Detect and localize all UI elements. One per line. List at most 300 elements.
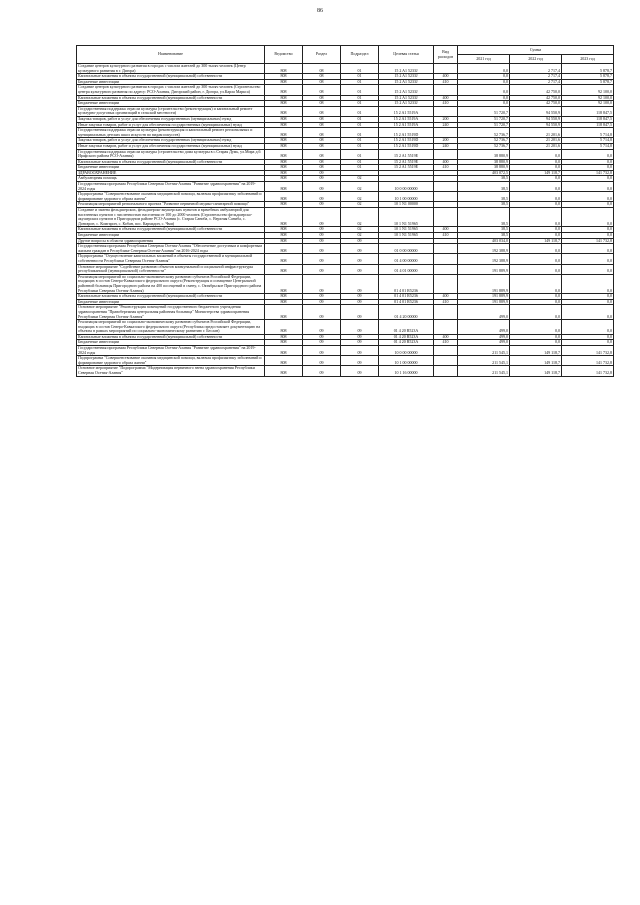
table-row <box>77 305 614 320</box>
row-name-cell: Иные закупки товаров, работ и услуг для обеспечения государственных (муниципальных) нужд <box>77 143 265 149</box>
row-podrazdel-cell: 09 <box>341 294 379 300</box>
page-number: 86 <box>317 8 323 14</box>
row-2022-cell: 0,0 <box>510 340 562 346</box>
row-razdel-cell: 08 <box>303 85 341 95</box>
row-cs-cell: 01 4 20 R523A <box>379 334 434 340</box>
row-razdel-cell: 08 <box>303 116 341 122</box>
row-name-cell: Бюджетные инвестиции <box>77 340 265 346</box>
row-ved-cell: 808 <box>265 233 303 239</box>
row-2023-cell: 92 100,0 <box>562 95 614 101</box>
row-ved-cell: 808 <box>265 182 303 192</box>
row-vr-cell <box>434 208 458 227</box>
row-2022-cell: 0,0 <box>510 165 562 171</box>
row-2023-cell: 0,0 <box>562 192 614 202</box>
row-ved-cell: 808 <box>265 366 303 376</box>
row-ved-cell: 808 <box>265 64 303 74</box>
row-2021-cell: 499,0 <box>458 305 510 320</box>
row-2023-cell: 0,0 <box>562 320 614 335</box>
row-2021-cell: 38,5 <box>458 202 510 208</box>
row-2022-cell: 0,0 <box>510 305 562 320</box>
row-2021-cell: 191 889,9 <box>458 299 510 305</box>
row-vr-cell: 410 <box>434 165 458 171</box>
row-name-cell: Реализация мероприятий по социально-экономическому развитию субъектов Российской Федерации, входящих в состав Северо-Кавказского федерального округа (Реконструкция и оснащение Центральной районной больницы Пригородного района на 400 посещений в смену, с. Октябрьское Пригородного района Республики Северная Осетия-Алания) <box>77 274 265 293</box>
row-cs-cell: 15 2 A1 5233J <box>379 79 434 85</box>
row-2021-cell: 403 034,0 <box>458 238 510 244</box>
row-2022-cell: 0,0 <box>510 274 562 293</box>
row-ved-cell: 808 <box>265 227 303 233</box>
row-2023-cell: 118 847,5 <box>562 116 614 122</box>
row-cs-cell: 01 4 01 R5236 <box>379 299 434 305</box>
row-podrazdel-cell: 09 <box>341 244 379 254</box>
header-ved: Ведомство <box>265 46 303 64</box>
row-2021-cell: 0,0 <box>458 64 510 74</box>
table-row <box>77 208 614 227</box>
row-2023-cell: 0,0 <box>562 182 614 192</box>
row-podrazdel-cell: 02 <box>341 202 379 208</box>
row-name-cell: Капитальные вложения в объекты государственной (муниципальной) собственности <box>77 334 265 340</box>
row-cs-cell: 01 4 00 00000 <box>379 254 434 264</box>
row-razdel-cell: 09 <box>303 202 341 208</box>
row-2023-cell: 118 847,5 <box>562 122 614 128</box>
row-2023-cell: 141 732,8 <box>562 346 614 356</box>
row-2022-cell: 0,0 <box>510 149 562 159</box>
row-2022-cell: 0,0 <box>510 182 562 192</box>
row-ved-cell: 808 <box>265 299 303 305</box>
row-name-cell: Амбулаторная помощь <box>77 176 265 182</box>
row-name-cell: Основное мероприятие "Содействие развитию объектов коммунальной и социальной инфраструктуры республиканской (муниципальной) собственности" <box>77 264 265 274</box>
row-2022-cell: 42 750,0 <box>510 95 562 101</box>
row-cs-cell: 15 2 A1 5233J <box>379 101 434 107</box>
row-cs-cell: 15 2 A1 5519A <box>379 122 434 128</box>
row-ved-cell: 808 <box>265 208 303 227</box>
row-podrazdel-cell: 09 <box>341 356 379 366</box>
row-2021-cell: 38 880,9 <box>458 159 510 165</box>
row-2022-cell: 149 118,7 <box>510 366 562 376</box>
row-podrazdel-cell: 01 <box>341 95 379 101</box>
row-vr-cell <box>434 64 458 74</box>
row-ved-cell: 808 <box>265 159 303 165</box>
row-cs-cell: 15 2 A1 5233J <box>379 64 434 74</box>
row-ved-cell: 808 <box>265 122 303 128</box>
row-2023-cell: 5 714,8 <box>562 138 614 144</box>
row-2021-cell: 0,0 <box>458 101 510 107</box>
table-row <box>77 346 614 356</box>
row-name-cell: Основное мероприятие "Подпрограмма "Модернизация первичного звена здравоохранения Республики Северная Осетия-Алания" <box>77 366 265 376</box>
table-row <box>77 274 614 293</box>
row-podrazdel-cell: 09 <box>341 305 379 320</box>
row-2022-cell: 149 118,7 <box>510 238 562 244</box>
row-razdel-cell: 08 <box>303 128 341 138</box>
row-cs-cell: 15 2 A1 5519E <box>379 159 434 165</box>
row-podrazdel-cell: 01 <box>341 122 379 128</box>
row-cs-cell: 01 4 20 R523A <box>379 340 434 346</box>
row-ved-cell: 808 <box>265 294 303 300</box>
row-razdel-cell: 09 <box>303 334 341 340</box>
row-2023-cell: 118 847,5 <box>562 106 614 116</box>
row-2023-cell: 0,0 <box>562 340 614 346</box>
row-name-cell: Государственная программа Республики Северная Осетия-Алания "Развитие здравоохранения" на 2019-2024 годы <box>77 182 265 192</box>
row-2023-cell: 92 100,0 <box>562 85 614 95</box>
table-row <box>77 244 614 254</box>
table-row <box>77 254 614 264</box>
row-ved-cell: 808 <box>265 95 303 101</box>
row-razdel-cell: 08 <box>303 106 341 116</box>
row-cs-cell: 15 2 A1 5519E <box>379 149 434 159</box>
row-name-cell: Государственная программа Республики Северная Осетия-Алания "Развитие здравоохранения" на 2019-2024 годы <box>77 346 265 356</box>
row-2021-cell: 191 889,9 <box>458 294 510 300</box>
row-razdel-cell: 09 <box>303 233 341 239</box>
row-cs-cell: 01 4 20 00000 <box>379 305 434 320</box>
row-2022-cell: 149 118,7 <box>510 170 562 176</box>
row-ved-cell: 808 <box>265 101 303 107</box>
row-razdel-cell: 09 <box>303 305 341 320</box>
row-vr-cell <box>434 346 458 356</box>
row-name-cell: Создание и замена фельдшерских, фельдшерско-акушерских пунктов и врачебных амбулаторий для населенных пунктов с численностью населения от 100 до 2000 человек (Строительство фельдшерско-акушерских пунктов в Пригородном районе РСО-Алания (с. Старая Саниба, с. Верхняя Саниба, с. Донгарон, с. Комгарон, с. Кобан, пос. Кармадон, с. Чми) <box>77 208 265 227</box>
row-2022-cell: 0,0 <box>510 244 562 254</box>
table-row <box>77 366 614 376</box>
row-razdel-cell: 09 <box>303 340 341 346</box>
row-cs-cell: 15 2 A1 5519A <box>379 116 434 122</box>
row-2021-cell: 211 545,1 <box>458 356 510 366</box>
row-vr-cell: 240 <box>434 143 458 149</box>
row-cs-cell: 15 2 A1 5519D <box>379 138 434 144</box>
row-cs-cell: 10 0 00 00000 <box>379 346 434 356</box>
row-2021-cell: 192 388,9 <box>458 254 510 264</box>
row-vr-cell <box>434 244 458 254</box>
row-name-cell: Создание центров культурного развития в городах с числом жителей до 300 тысяч человек (Центр культурного развития в г. Дигора) <box>77 64 265 74</box>
row-name-cell: Государственная поддержка отрасли культуры (строительство (реконструкция) и капитальный ремонт культурно-досуговых организаций в сельской местности) <box>77 106 265 116</box>
row-podrazdel-cell: 02 <box>341 233 379 239</box>
row-podrazdel-cell: 09 <box>341 254 379 264</box>
row-cs-cell: 01 4 20 R523A <box>379 320 434 335</box>
row-razdel-cell: 09 <box>303 356 341 366</box>
row-podrazdel-cell: 01 <box>341 85 379 95</box>
row-2022-cell: 0,0 <box>510 264 562 274</box>
row-name-cell: ЗДРАВООХРАНЕНИЕ <box>77 170 265 176</box>
row-vr-cell <box>434 254 458 264</box>
row-vr-cell <box>434 149 458 159</box>
row-name-cell: Закупка товаров, работ и услуг для обеспечения государственных (муниципальных) нужд <box>77 116 265 122</box>
row-name-cell: Реализация мероприятий по социально-экономическому развитию субъектов Российской Федерации, входящих в состав Северо-Кавказского федерального округа (Республика предоставляет документацию на объекты в рамках мероприятий по социально-экономическому развитию г. Беслан) <box>77 320 265 335</box>
row-vr-cell: 200 <box>434 116 458 122</box>
row-podrazdel-cell: 09 <box>341 346 379 356</box>
row-cs-cell: 10 1 N1 51965 <box>379 227 434 233</box>
row-2023-cell: 0,0 <box>562 305 614 320</box>
row-2021-cell: 38,5 <box>458 176 510 182</box>
row-name-cell: Бюджетные инвестиции <box>77 299 265 305</box>
row-razdel-cell: 08 <box>303 74 341 80</box>
row-name-cell: Государственная поддержка отрасли культуры (реконструкция и капитальный ремонт региональных и муниципальных детских школ искусств по видам искусств) <box>77 128 265 138</box>
row-podrazdel-cell: 01 <box>341 64 379 74</box>
row-ved-cell: 808 <box>265 320 303 335</box>
row-2021-cell: 211 545,1 <box>458 366 510 376</box>
row-ved-cell: 808 <box>265 116 303 122</box>
row-vr-cell <box>434 366 458 376</box>
row-podrazdel-cell: 02 <box>341 192 379 202</box>
row-name-cell: Бюджетные инвестиции <box>77 79 265 85</box>
budget-table <box>76 45 614 377</box>
row-ved-cell: 808 <box>265 244 303 254</box>
row-razdel-cell: 09 <box>303 299 341 305</box>
row-2021-cell: 52 736,7 <box>458 143 510 149</box>
row-vr-cell: 400 <box>434 74 458 80</box>
row-cs-cell: 15 2 A1 5519D <box>379 128 434 138</box>
row-2022-cell: 0,0 <box>510 320 562 335</box>
row-2022-cell: 0,0 <box>510 227 562 233</box>
row-2023-cell: 0,0 <box>562 208 614 227</box>
row-ved-cell: 808 <box>265 85 303 95</box>
row-2022-cell: 2 717,4 <box>510 64 562 74</box>
row-ved-cell: 808 <box>265 165 303 171</box>
row-vr-cell <box>434 128 458 138</box>
row-2021-cell: 38,5 <box>458 233 510 239</box>
row-2023-cell: 5 714,8 <box>562 143 614 149</box>
row-2023-cell: 141 732,8 <box>562 366 614 376</box>
row-2021-cell: 51 720,7 <box>458 116 510 122</box>
row-2021-cell: 191 889,9 <box>458 264 510 274</box>
row-cs-cell: 15 2 A1 5233J <box>379 74 434 80</box>
row-podrazdel-cell: 09 <box>341 340 379 346</box>
row-2023-cell: 0,0 <box>562 294 614 300</box>
row-ved-cell: 808 <box>265 334 303 340</box>
header-razdel: Раздел <box>303 46 341 64</box>
row-2021-cell: 211 545,1 <box>458 346 510 356</box>
row-ved-cell: 808 <box>265 138 303 144</box>
header-summa: Сумма <box>458 46 614 55</box>
row-2022-cell: 21 201,6 <box>510 143 562 149</box>
row-name-cell: Капитальные вложения в объекты государственной (муниципальной) собственности <box>77 95 265 101</box>
row-vr-cell: 410 <box>434 79 458 85</box>
row-2023-cell: 141 732,8 <box>562 170 614 176</box>
row-razdel-cell: 08 <box>303 101 341 107</box>
row-cs-cell: 15 2 A1 5233J <box>379 95 434 101</box>
table-body <box>77 64 614 377</box>
row-cs-cell: 15 2 A1 5519D <box>379 143 434 149</box>
row-cs-cell: 01 4 01 00000 <box>379 264 434 274</box>
row-name-cell: Бюджетные инвестиции <box>77 233 265 239</box>
table-row <box>77 128 614 138</box>
row-2021-cell: 38 880,9 <box>458 165 510 171</box>
row-razdel-cell: 08 <box>303 138 341 144</box>
row-2022-cell: 94 550,9 <box>510 116 562 122</box>
row-razdel-cell: 09 <box>303 346 341 356</box>
row-razdel-cell: 09 <box>303 170 341 176</box>
row-vr-cell: 400 <box>434 227 458 233</box>
row-name-cell: Другие вопросы в области здравоохранения <box>77 238 265 244</box>
row-2023-cell: 0,0 <box>562 233 614 239</box>
row-2021-cell: 52 736,7 <box>458 128 510 138</box>
table-row <box>77 149 614 159</box>
row-razdel-cell: 09 <box>303 192 341 202</box>
table-row <box>77 264 614 274</box>
row-cs-cell: 01 0 00 00000 <box>379 244 434 254</box>
row-podrazdel-cell: 01 <box>341 79 379 85</box>
row-podrazdel-cell: 02 <box>341 227 379 233</box>
row-ved-cell: 808 <box>265 356 303 366</box>
row-ved-cell: 808 <box>265 238 303 244</box>
row-razdel-cell: 09 <box>303 366 341 376</box>
row-podrazdel-cell: 01 <box>341 101 379 107</box>
row-name-cell: Основное мероприятие "Реконструкция помещений государственного бюджетного учреждения здравоохранения "Правобережная центральная районная больница" Министерства здравоохранения Республики Северная Осетия-Алания" <box>77 305 265 320</box>
row-ved-cell: 808 <box>265 79 303 85</box>
row-2021-cell: 0,0 <box>458 85 510 95</box>
row-2021-cell: 403 072,5 <box>458 170 510 176</box>
row-name-cell: Капитальные вложения в объекты государственной (муниципальной) собственности <box>77 74 265 80</box>
row-ved-cell: 808 <box>265 106 303 116</box>
row-ved-cell: 808 <box>265 149 303 159</box>
row-razdel-cell: 08 <box>303 159 341 165</box>
row-2022-cell: 21 201,6 <box>510 128 562 138</box>
table-row <box>77 320 614 335</box>
row-podrazdel-cell: 09 <box>341 274 379 293</box>
header-year-2023: 2023 год <box>562 55 614 64</box>
row-podrazdel-cell: 09 <box>341 264 379 274</box>
row-2022-cell: 0,0 <box>510 208 562 227</box>
row-2021-cell: 191 889,9 <box>458 274 510 293</box>
row-name-cell: Закупка товаров, работ и услуг для обеспечения государственных (муниципальных) нужд <box>77 138 265 144</box>
row-2022-cell: 0,0 <box>510 299 562 305</box>
row-2022-cell: 2 717,4 <box>510 79 562 85</box>
row-2023-cell: 5 878,7 <box>562 74 614 80</box>
row-podrazdel-cell: 09 <box>341 238 379 244</box>
row-2023-cell: 141 732,8 <box>562 356 614 366</box>
table-row <box>77 64 614 74</box>
row-podrazdel-cell: 09 <box>341 334 379 340</box>
row-2023-cell: 0,0 <box>562 334 614 340</box>
row-vr-cell: 410 <box>434 101 458 107</box>
row-vr-cell <box>434 305 458 320</box>
row-podrazdel-cell: 02 <box>341 208 379 227</box>
row-2023-cell: 0,0 <box>562 274 614 293</box>
row-podrazdel-cell: 01 <box>341 138 379 144</box>
row-2022-cell: 0,0 <box>510 192 562 202</box>
row-name-cell: Подпрограмма "Совершенствование оказания медицинской помощи, включая профилактику заболеваний и формирование здорового образа жизни" <box>77 356 265 366</box>
row-vr-cell <box>434 356 458 366</box>
row-podrazdel-cell: 01 <box>341 116 379 122</box>
row-podrazdel-cell: 02 <box>341 182 379 192</box>
row-cs-cell: 15 2 A1 5233J <box>379 85 434 95</box>
row-2021-cell: 499,0 <box>458 340 510 346</box>
row-cs-cell: 10 1 00 00000 <box>379 192 434 202</box>
row-ved-cell: 808 <box>265 170 303 176</box>
row-2023-cell: 0,0 <box>562 165 614 171</box>
row-podrazdel-cell: 01 <box>341 165 379 171</box>
row-name-cell: Бюджетные инвестиции <box>77 101 265 107</box>
row-razdel-cell: 08 <box>303 149 341 159</box>
row-2022-cell: 0,0 <box>510 254 562 264</box>
row-2023-cell: 92 100,0 <box>562 101 614 107</box>
row-vr-cell <box>434 320 458 335</box>
row-razdel-cell: 09 <box>303 182 341 192</box>
row-2022-cell: 149 118,7 <box>510 346 562 356</box>
row-ved-cell: 808 <box>265 274 303 293</box>
table-row <box>77 182 614 192</box>
table-row <box>77 106 614 116</box>
row-name-cell: Капитальные вложения в объекты государственной (муниципальной) собственности <box>77 159 265 165</box>
row-2023-cell: 0,0 <box>562 159 614 165</box>
row-2022-cell: 0,0 <box>510 202 562 208</box>
row-2021-cell: 38,5 <box>458 192 510 202</box>
row-vr-cell: 410 <box>434 233 458 239</box>
row-2022-cell: 21 201,6 <box>510 138 562 144</box>
row-2021-cell: 52 736,7 <box>458 138 510 144</box>
row-2023-cell: 0,0 <box>562 254 614 264</box>
row-ved-cell: 808 <box>265 143 303 149</box>
row-2023-cell: 0,0 <box>562 299 614 305</box>
row-ved-cell: 808 <box>265 340 303 346</box>
row-razdel-cell: 09 <box>303 227 341 233</box>
row-2023-cell: 0,0 <box>562 264 614 274</box>
row-2022-cell: 2 717,4 <box>510 74 562 80</box>
row-vr-cell: 410 <box>434 299 458 305</box>
row-cs-cell: 01 4 01 R5236 <box>379 294 434 300</box>
row-vr-cell <box>434 85 458 95</box>
row-2022-cell: 0,0 <box>510 294 562 300</box>
row-vr-cell: 400 <box>434 294 458 300</box>
row-2022-cell: 94 550,9 <box>510 122 562 128</box>
row-2023-cell: 5 878,7 <box>562 64 614 74</box>
row-ved-cell: 808 <box>265 176 303 182</box>
table-row <box>77 356 614 366</box>
header-vr: Вид расходов <box>434 46 458 64</box>
row-name-cell: Капитальные вложения в объекты государственной (муниципальной) собственности <box>77 294 265 300</box>
row-podrazdel-cell: 01 <box>341 159 379 165</box>
row-cs-cell: 10 1 N1 00000 <box>379 202 434 208</box>
row-vr-cell: 400 <box>434 334 458 340</box>
row-podrazdel-cell: 01 <box>341 143 379 149</box>
row-razdel-cell: 09 <box>303 264 341 274</box>
row-vr-cell: 400 <box>434 95 458 101</box>
row-2023-cell: 0,0 <box>562 149 614 159</box>
row-name-cell: Государственная поддержка отрасли культуры (строительство дома культуры в с.Старая Думь, ул.Мира д.6 Ирафского района РСО-Алания) <box>77 149 265 159</box>
row-2023-cell: 5 714,8 <box>562 128 614 138</box>
row-2023-cell: 0,0 <box>562 176 614 182</box>
header-name: Наименование <box>77 46 265 64</box>
row-2023-cell: 0,0 <box>562 227 614 233</box>
row-2021-cell: 51 720,7 <box>458 122 510 128</box>
row-ved-cell: 808 <box>265 192 303 202</box>
row-razdel-cell: 09 <box>303 238 341 244</box>
row-podrazdel-cell: 09 <box>341 366 379 376</box>
row-vr-cell <box>434 182 458 192</box>
row-2021-cell: 51 720,7 <box>458 106 510 116</box>
row-razdel-cell: 08 <box>303 165 341 171</box>
row-ved-cell: 808 <box>265 305 303 320</box>
row-podrazdel-cell: 02 <box>341 176 379 182</box>
row-2021-cell: 38,5 <box>458 208 510 227</box>
row-2022-cell: 0,0 <box>510 159 562 165</box>
row-podrazdel-cell: 01 <box>341 128 379 138</box>
row-cs-cell: 10 1 00 00000 <box>379 356 434 366</box>
row-2021-cell: 0,0 <box>458 95 510 101</box>
row-cs-cell: 01 4 01 R5236 <box>379 274 434 293</box>
row-2021-cell: 499,0 <box>458 334 510 340</box>
row-2023-cell: 0,0 <box>562 202 614 208</box>
row-razdel-cell: 08 <box>303 95 341 101</box>
row-vr-cell: 200 <box>434 138 458 144</box>
row-razdel-cell: 09 <box>303 176 341 182</box>
row-razdel-cell: 08 <box>303 64 341 74</box>
row-name-cell: Создание центров культурного развития в городах с числом жителей до 300 тысяч человек (Строительство центра культурного развития по адресу: РСО-Алания, Дигорский район, г. Дигора, ул.Карла Маркса) <box>77 85 265 95</box>
row-vr-cell: 240 <box>434 122 458 128</box>
table-row <box>77 192 614 202</box>
row-name-cell: Государственная программа Республики Северная Осетия-Алания "Обеспечение доступным и комфортным жильем граждан в Республике Северная Осетия-Алания" на 2016-2024 годы <box>77 244 265 254</box>
row-razdel-cell: 09 <box>303 320 341 335</box>
row-name-cell: Иные закупки товаров, работ и услуг для обеспечения государственных (муниципальных) нужд <box>77 122 265 128</box>
row-vr-cell <box>434 106 458 116</box>
row-2022-cell: 0,0 <box>510 334 562 340</box>
row-ved-cell: 808 <box>265 264 303 274</box>
